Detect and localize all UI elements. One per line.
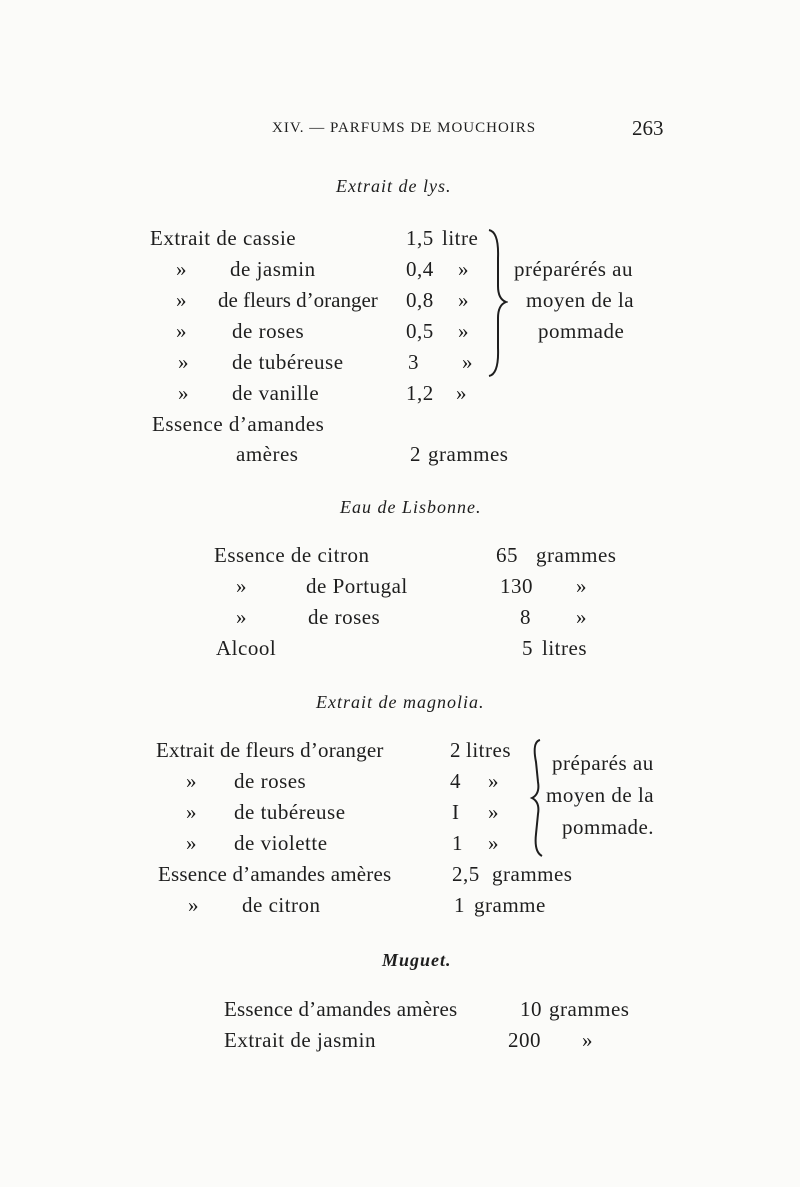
ingredient-label: amères (236, 442, 299, 466)
ingredient-qty: 200 (508, 1028, 541, 1052)
ditto-mark: » (236, 605, 247, 629)
ditto-mark: » (186, 769, 197, 793)
ingredient-unit: grammes (549, 997, 630, 1021)
ingredient-qty: 130 (500, 574, 533, 598)
ingredient-qty: I (452, 800, 460, 824)
ingredient-qty: 1,5 (406, 226, 434, 250)
ingredient-unit: » (458, 288, 469, 312)
ditto-mark: » (178, 350, 189, 374)
ingredient-label: de jasmin (230, 257, 316, 281)
ingredient-label: de citron (242, 893, 321, 917)
ingredient-label: Extrait de jasmin (224, 1028, 376, 1052)
ingredient-label: Extrait de fleurs d’oranger (156, 738, 384, 762)
ingredient-unit: grammes (428, 442, 509, 466)
ingredient-label: Essence d’amandes amères (158, 862, 392, 886)
ingredient-qty: 0,5 (406, 319, 434, 343)
ingredient-qty: 1,2 (406, 381, 434, 405)
recipe-title: Extrait de lys. (336, 176, 452, 196)
ingredient-qty: 4 (450, 769, 461, 793)
ingredient-qty: 0,8 (406, 288, 434, 312)
brace-note-line: pommade (538, 319, 625, 343)
brace-note-line: pommade. (562, 815, 655, 839)
ingredient-label: Alcool (216, 636, 277, 660)
ditto-mark: » (236, 574, 247, 598)
ingredient-label: de Portugal (306, 574, 408, 598)
ingredient-unit: » (458, 257, 469, 281)
ditto-mark: » (186, 800, 197, 824)
ditto-mark: » (176, 257, 187, 281)
ditto-mark: » (186, 831, 197, 855)
ingredient-label: de tubéreuse (232, 350, 344, 374)
ingredient-label: de violette (234, 831, 328, 855)
ingredient-unit: » (488, 831, 499, 855)
ingredient-unit: » (462, 350, 473, 374)
running-title: XIV. — PARFUMS DE MOUCHOIRS (272, 120, 537, 136)
ingredient-qty: 8 (520, 605, 531, 629)
ingredient-label: de fleurs d’oranger (218, 288, 378, 312)
ingredient-label: Essence de citron (214, 543, 370, 567)
brace-note-line: moyen de la (546, 783, 655, 807)
ingredient-qty: 3 (408, 350, 419, 374)
ingredient-qty: 1 (452, 831, 463, 855)
ingredient-label: de roses (232, 319, 305, 343)
ingredient-label: de roses (234, 769, 307, 793)
ingredient-unit: grammes (536, 543, 617, 567)
ditto-mark: » (188, 893, 199, 917)
ingredient-qty: 2 (450, 738, 461, 762)
ingredient-unit: » (488, 800, 499, 824)
ingredient-unit: litres (466, 738, 511, 762)
ingredient-label: de tubéreuse (234, 800, 346, 824)
ingredient-unit: » (576, 605, 587, 629)
recipe-title: Extrait de magnolia. (316, 692, 485, 712)
ingredient-label: de roses (308, 605, 381, 629)
ingredient-unit: grammes (492, 862, 573, 886)
ingredient-qty: 2,5 (452, 862, 480, 886)
ingredient-qty: 1 (454, 893, 465, 917)
ingredient-qty: 0,4 (406, 257, 434, 281)
ingredient-label: Essence d’amandes amères (224, 997, 458, 1021)
ingredient-unit: litres (542, 636, 587, 660)
ingredient-label: Extrait de cassie (150, 226, 297, 250)
brace-note-line: préparérés au (514, 257, 634, 281)
ingredient-label: Essence d’amandes (152, 412, 325, 436)
recipe-title: Muguet. (382, 950, 452, 970)
ingredient-unit: » (576, 574, 587, 598)
ditto-mark: » (176, 288, 187, 312)
recipe-title: Eau de Lisbonne. (340, 497, 482, 517)
ingredient-unit: gramme (474, 893, 546, 917)
ingredient-unit: » (582, 1028, 593, 1052)
ingredient-qty: 65 (496, 543, 518, 567)
ditto-mark: » (176, 319, 187, 343)
ingredient-unit: » (456, 381, 467, 405)
brace-note-line: préparés au (552, 751, 654, 775)
ingredient-unit: » (458, 319, 469, 343)
page-number: 263 (632, 116, 664, 140)
ingredient-qty: 2 (410, 442, 421, 466)
ingredient-unit: litre (442, 226, 479, 250)
right-brace (486, 228, 508, 378)
ingredient-unit: » (488, 769, 499, 793)
ingredient-qty: 10 (520, 997, 542, 1021)
ditto-mark: » (178, 381, 189, 405)
brace-note-line: moyen de la (526, 288, 635, 312)
ingredient-label: de vanille (232, 381, 320, 405)
ingredient-qty: 5 (522, 636, 533, 660)
